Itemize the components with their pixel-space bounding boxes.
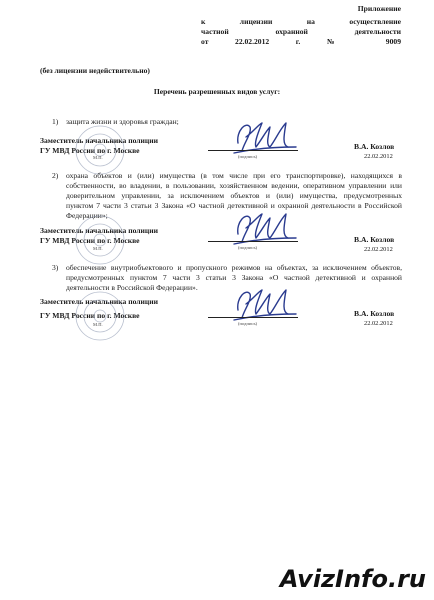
- official-stamp-1: [74, 124, 126, 176]
- service-2-line-2: собственности, во владении, в пользовании, хозяйственном ведении, оперативном управлении или: [66, 181, 402, 190]
- service-3-line-3: деятельности в Российской Федерации».: [66, 283, 198, 292]
- signature-date-2: 22.02.2012: [364, 246, 393, 253]
- service-2-line-1: охрана объектов и (или) имущества (в том числе при его транспортировке), находящихся в: [66, 171, 402, 180]
- service-number-3: 3): [52, 263, 59, 272]
- signature-line-1: [208, 150, 298, 151]
- signature-caption-2: (подпись): [238, 245, 258, 250]
- service-2-line-3: доверительном управлении, за исключением объектов и (или) имущества, предусмотренных: [66, 191, 402, 200]
- service-3-line-2: предусмотренных пунктом 7 части 3 статьи 3 Закона «О частной детективной и охранной: [66, 273, 402, 282]
- signatory-name-3: В.А. Козлов: [354, 309, 395, 318]
- signature-date-3: 22.02.2012: [364, 320, 393, 327]
- signatory-title-line-1: Заместитель начальника полиции: [40, 297, 159, 306]
- signatory-title-line-1: Заместитель начальника полиции: [40, 136, 159, 145]
- service-number-2: 2): [52, 171, 59, 180]
- signature-caption-1: (подпись): [238, 154, 258, 159]
- list-title: Перечень разрешенных видов услуг:: [153, 87, 281, 96]
- signatory-title-3: [40, 297, 220, 321]
- header-line-3: частной охранной деятельности: [201, 27, 401, 36]
- signatory-title-line-2: ГУ МВД России по г. Москве: [40, 236, 140, 245]
- validity-note: (без лицензии недействительно): [40, 66, 150, 75]
- signatory-title-line-2: ГУ МВД России по г. Москве: [40, 146, 140, 155]
- service-text-1: защита жизни и здоровья граждан;: [66, 117, 179, 126]
- mp-label-1: М.П.: [93, 155, 103, 160]
- service-2-line-5: Федерации»;: [66, 211, 108, 220]
- official-stamp-3: [74, 290, 126, 342]
- signatory-title-line-2: ГУ МВД России по г. Москве: [40, 311, 140, 320]
- signature-2: [232, 208, 298, 248]
- signature-line-3: [208, 317, 298, 318]
- service-2-line-4: пунктом 7 части 3 статьи 3 Закона «О частной детективной и охранной деятельности в Российской: [66, 201, 402, 210]
- signatory-title-line-1: Заместитель начальника полиции: [40, 226, 159, 235]
- signatory-name-1: В.А. Козлов: [354, 142, 395, 151]
- service-number-1: 1): [52, 117, 59, 126]
- signatory-name-2: В.А. Козлов: [354, 235, 395, 244]
- signature-caption-3: (подпись): [238, 321, 258, 326]
- header-line-4: от 22.02.2012 г. № 9009: [201, 37, 401, 46]
- watermark-logo: AvizInfo.ru: [279, 565, 426, 593]
- mp-label-2: М.П.: [93, 246, 103, 251]
- header-block: [201, 4, 401, 47]
- signature-1: [232, 117, 298, 157]
- service-3-line-1: обеспечение внутриобъектового и пропускного режимов на объектах, за исключением объектов,: [66, 263, 402, 272]
- signature-date-1: 22.02.2012: [364, 153, 393, 160]
- signature-line-2: [208, 241, 298, 242]
- signature-3: [232, 284, 298, 324]
- official-stamp-2: [74, 214, 126, 266]
- signatory-title-2: [40, 226, 220, 246]
- mp-label-3: М.П.: [93, 322, 103, 327]
- signatory-title-1: [40, 136, 220, 156]
- header-line-1: Приложение: [357, 4, 401, 13]
- header-line-2: к лицензии на осуществление: [201, 17, 401, 26]
